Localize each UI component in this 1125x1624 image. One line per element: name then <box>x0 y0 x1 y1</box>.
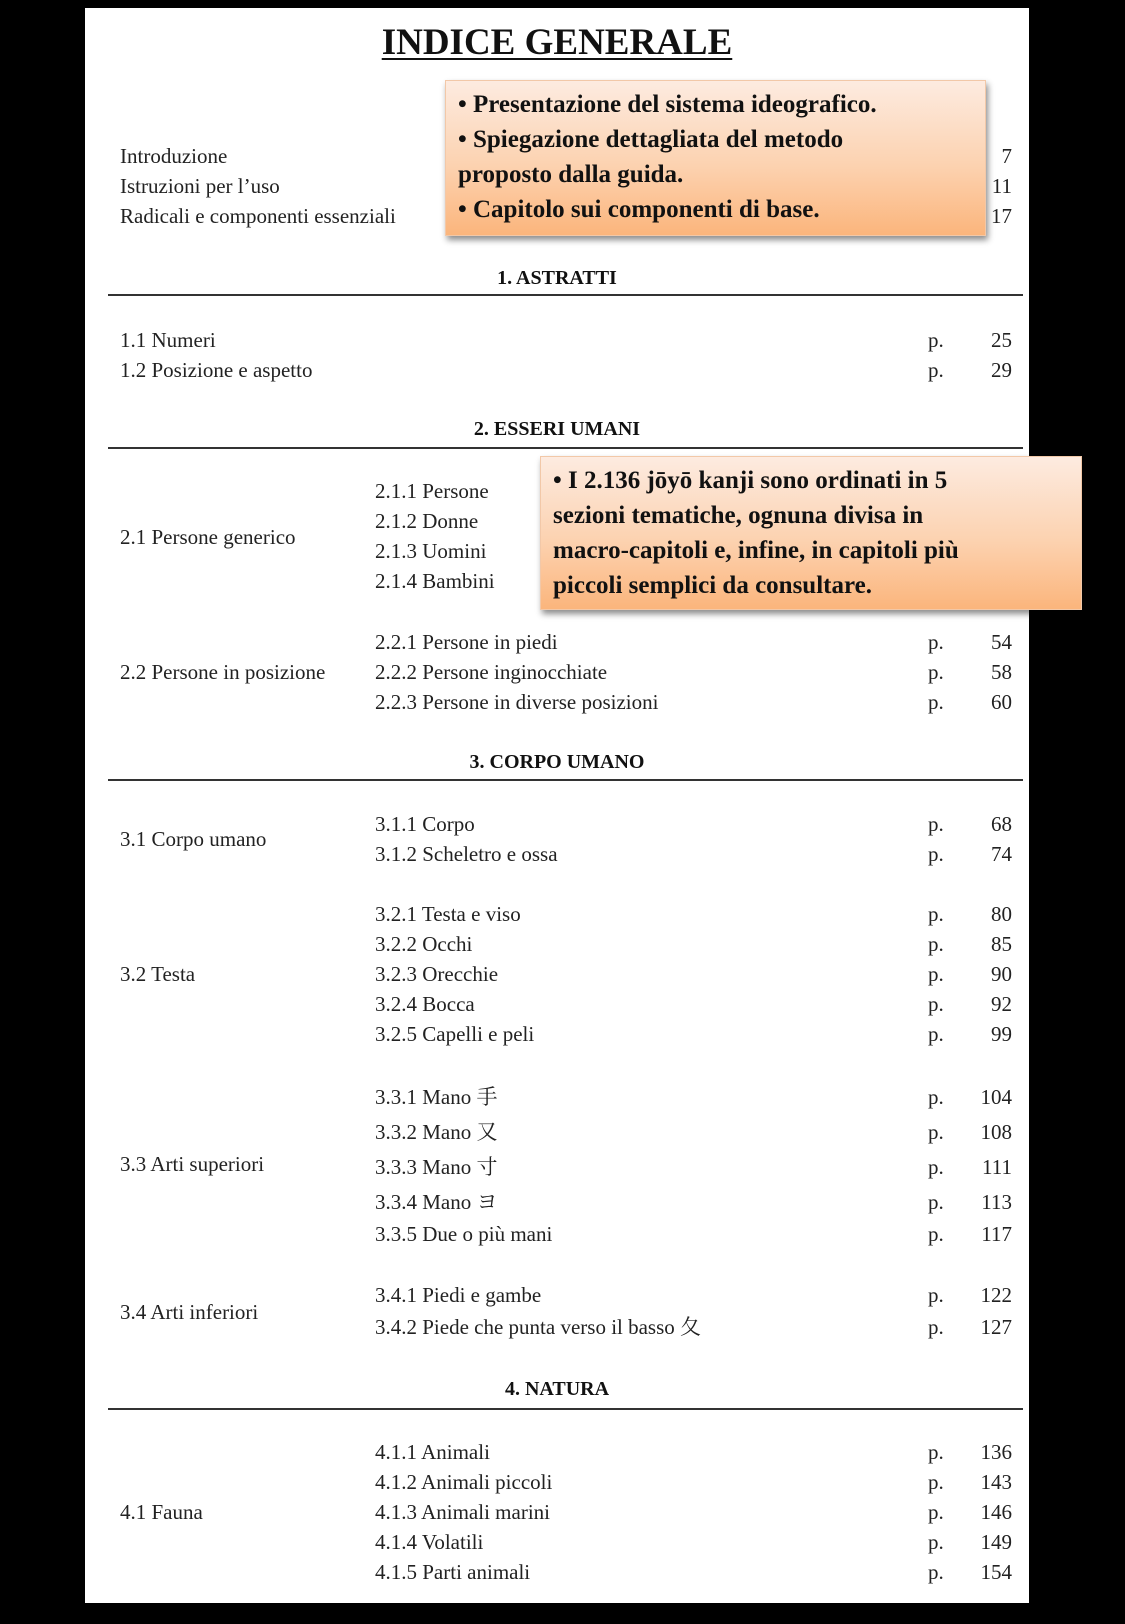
chapter-label: 3.2 Testa <box>120 962 196 986</box>
page-prefix: p. <box>928 962 944 986</box>
toc-entry: 3.2.2 Occhi <box>375 932 473 956</box>
callout-line: • Capitolo sui componenti di base. <box>458 196 820 223</box>
chapter-label: 3.4 Arti inferiori <box>120 1300 259 1324</box>
toc-entry: 3.3.3 Mano 寸 <box>375 1155 498 1179</box>
page-number: 149 <box>980 1530 1012 1554</box>
page-number: 127 <box>980 1315 1012 1339</box>
toc-entry: 3.2.3 Orecchie <box>375 962 499 986</box>
page-number: 113 <box>981 1190 1012 1214</box>
callout-line: • Presentazione del sistema ideografico. <box>458 91 877 118</box>
toc-entry: 3.4.1 Piedi e gambe <box>375 1283 542 1307</box>
page-number: 122 <box>980 1283 1012 1307</box>
page-prefix: p. <box>928 1315 944 1339</box>
callout-overview <box>445 80 986 236</box>
page-number: 58 <box>991 660 1012 684</box>
page-prefix: p. <box>928 842 944 866</box>
page-prefix: p. <box>928 660 944 684</box>
toc-entry: 2.2.3 Persone in diverse posizioni <box>375 690 659 714</box>
toc-entry: 3.3.1 Mano 手 <box>375 1085 498 1109</box>
toc-entry: 3.1.2 Scheletro e ossa <box>375 842 558 866</box>
toc-entry: 3.3.2 Mano 又 <box>375 1120 498 1144</box>
intro-page: 7 <box>1001 144 1012 168</box>
page-number: 104 <box>980 1085 1012 1109</box>
section-heading: 3. CORPO UMANO <box>469 751 645 773</box>
toc-entry: 1.1 Numeri <box>120 328 216 352</box>
page-prefix: p. <box>928 1222 944 1246</box>
toc-entry: 3.2.4 Bocca <box>375 992 475 1016</box>
page-prefix: p. <box>928 1560 944 1584</box>
toc-entry: 4.1.1 Animali <box>375 1440 490 1464</box>
page-number: 117 <box>981 1222 1012 1246</box>
section-divider <box>108 779 1023 781</box>
callout-line: macro-capitoli e, infine, in capitoli più <box>553 537 959 564</box>
page-title: INDICE GENERALE <box>381 22 733 63</box>
chapter-label: 3.3 Arti superiori <box>120 1152 265 1176</box>
toc-entry: 2.1.4 Bambini <box>375 569 495 593</box>
toc-entry: 1.2 Posizione e aspetto <box>120 358 313 382</box>
page-number: 68 <box>991 812 1012 836</box>
page-number: 29 <box>991 358 1012 382</box>
toc-entry: 4.1.4 Volatili <box>375 1530 484 1554</box>
page-number: 54 <box>991 630 1012 654</box>
page-number: 92 <box>991 992 1012 1016</box>
toc-entry: 4.1.2 Animali piccoli <box>375 1470 553 1494</box>
page-prefix: p. <box>928 1190 944 1214</box>
toc-entry: 2.1.2 Donne <box>375 509 479 533</box>
section-heading: 1. ASTRATTI <box>497 267 617 289</box>
page-number: 136 <box>980 1440 1012 1464</box>
toc-entry: 2.2.1 Persone in piedi <box>375 630 558 654</box>
page-prefix: p. <box>928 812 944 836</box>
toc-entry: 3.1.1 Corpo <box>375 812 475 836</box>
intro-label: Istruzioni per l’uso <box>120 174 280 198</box>
intro-label: Introduzione <box>120 144 228 168</box>
page-number: 154 <box>980 1560 1012 1584</box>
callout-line: piccoli semplici da consultare. <box>553 572 872 599</box>
page-prefix: p. <box>928 328 944 352</box>
page-number: 74 <box>991 842 1012 866</box>
page-number: 90 <box>991 962 1012 986</box>
page-prefix: p. <box>928 902 944 926</box>
toc-entry: 3.4.2 Piede che punta verso il basso 夂 <box>375 1315 702 1339</box>
page-prefix: p. <box>928 1440 944 1464</box>
page-number: 25 <box>991 328 1012 352</box>
page-number: 85 <box>991 932 1012 956</box>
toc-entry: 3.3.5 Due o più mani <box>375 1222 553 1246</box>
page-number: 108 <box>980 1120 1012 1144</box>
callout-line: • I 2.136 jōyō kanji sono ordinati in 5 <box>553 467 948 494</box>
page-prefix: p. <box>928 1500 944 1524</box>
page-prefix: p. <box>928 1085 944 1109</box>
section-heading: 4. NATURA <box>504 1378 610 1400</box>
page-prefix: p. <box>928 630 944 654</box>
callout-structure <box>540 456 1082 610</box>
toc-entry: 4.1.5 Parti animali <box>375 1560 531 1584</box>
page-prefix: p. <box>928 1283 944 1307</box>
intro-page: 11 <box>991 174 1012 198</box>
page-prefix: p. <box>928 1120 944 1144</box>
callout-line: sezioni tematiche, ognuna divisa in <box>553 502 924 529</box>
callout-line: • Spiegazione dettagliata del metodo <box>458 126 844 153</box>
page-prefix: p. <box>928 1530 944 1554</box>
page-number: 146 <box>980 1500 1012 1524</box>
page-number: 60 <box>991 690 1012 714</box>
callout-line: proposto dalla guida. <box>458 161 684 188</box>
toc-entry: 3.3.4 Mano ヨ <box>375 1190 498 1214</box>
chapter-label: 2.1 Persone generico <box>120 525 296 549</box>
page-prefix: p. <box>928 992 944 1016</box>
page-prefix: p. <box>928 1022 944 1046</box>
page-number: 80 <box>991 902 1012 926</box>
section-divider <box>108 447 1023 449</box>
page-prefix: p. <box>928 932 944 956</box>
page-prefix: p. <box>928 358 944 382</box>
page-number: 99 <box>991 1022 1012 1046</box>
chapter-label: 3.1 Corpo umano <box>120 827 267 851</box>
page-number: 111 <box>982 1155 1012 1179</box>
section-divider <box>108 1408 1023 1410</box>
page-prefix: p. <box>928 1470 944 1494</box>
index-page <box>85 8 1029 1603</box>
toc-entry: 2.1.1 Persone <box>375 479 489 503</box>
toc-entry: 4.1.3 Animali marini <box>375 1500 550 1524</box>
toc-entry: 2.1.3 Uomini <box>375 539 487 563</box>
intro-page: 17 <box>991 204 1012 228</box>
chapter-label: 2.2 Persone in posizione <box>120 660 326 684</box>
page-prefix: p. <box>928 1155 944 1179</box>
toc-entry: 2.2.2 Persone inginocchiate <box>375 660 608 684</box>
chapter-label: 4.1 Fauna <box>120 1500 203 1524</box>
page-prefix: p. <box>928 690 944 714</box>
intro-label: Radicali e componenti essenziali <box>120 204 396 228</box>
section-divider <box>108 294 1023 296</box>
toc-entry: 3.2.1 Testa e viso <box>375 902 521 926</box>
page-number: 143 <box>980 1470 1012 1494</box>
section-heading: 2. ESSERI UMANI <box>473 418 641 440</box>
toc-entry: 3.2.5 Capelli e peli <box>375 1022 535 1046</box>
